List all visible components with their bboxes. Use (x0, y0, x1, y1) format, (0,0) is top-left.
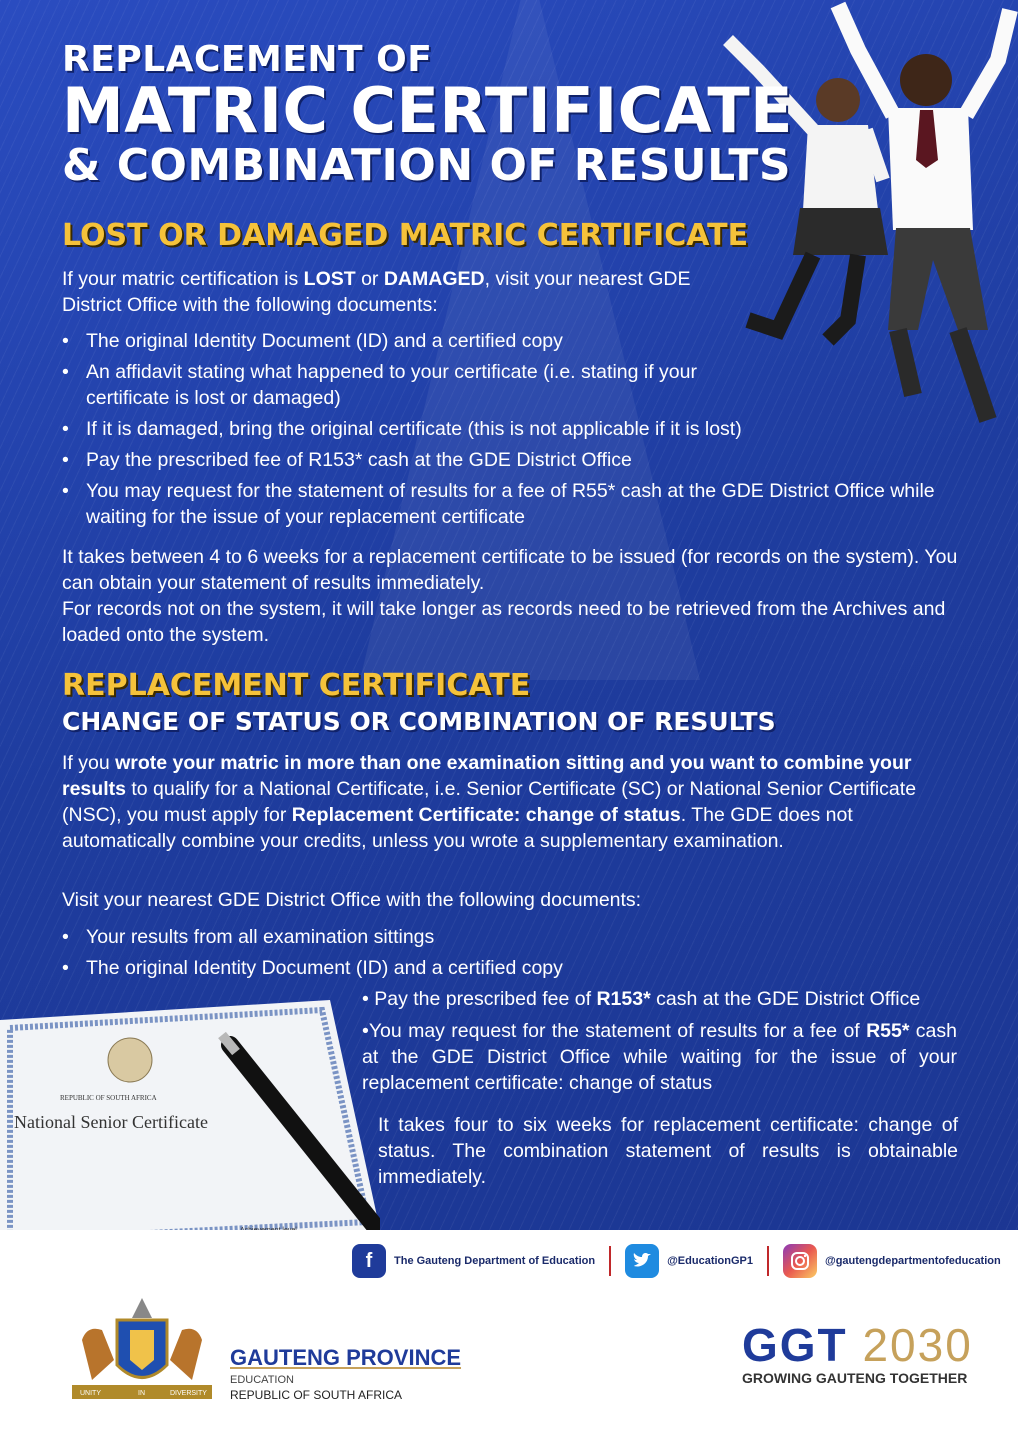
section-lost-damaged-para1: It takes between 4 to 6 weeks for a replacement certificate to be issued (for records on the system). You can obtain your statement of results immediately. (62, 546, 958, 594)
section-replacement-list (62, 924, 962, 986)
list-item: • You may request for the statement of results for a fee of R55* cash at the GDE District Office while waiting for the issue of your replacement certificate (62, 478, 962, 530)
main-heading (62, 39, 793, 191)
list-item: • If it is damaged, bring the original certificate (this is not applicable if it is lost) (62, 416, 962, 442)
section-lost-damaged-title: LOST OR DAMAGED MATRIC CERTIFICATE (62, 218, 749, 253)
crest-motto-mid: IN (138, 1390, 145, 1397)
instagram-link[interactable]: @gautengdepartmentofeducation (783, 1244, 1001, 1278)
crest-motto-left: UNITY (80, 1390, 101, 1397)
facebook-icon: f (352, 1244, 386, 1278)
section-replacement-fee-1: • Pay the prescribed fee of R153* cash at the GDE District Office (362, 988, 921, 1010)
republic-label: REPUBLIC OF SOUTH AFRICA (230, 1388, 403, 1402)
section-replacement-title: REPLACEMENT CERTIFICATE (62, 668, 531, 703)
crest-motto-right: DIVERSITY (170, 1390, 207, 1397)
divider (767, 1246, 769, 1276)
ggt-tagline: GROWING GAUTENG TOGETHER (742, 1370, 968, 1386)
ggt-letters: GGT (742, 1319, 848, 1371)
education-label: EDUCATION (230, 1374, 294, 1386)
list-item: • An affidavit stating what happened to your certificate (i.e. stating if your certificate is lost or damaged) (62, 359, 706, 411)
section-lost-damaged-para2: For records not on the system, it will take longer as records need to be retrieved from the Archives and loaded onto the system. (62, 598, 946, 646)
heading-line-2: MATRIC CERTIFICATE (62, 74, 793, 147)
twitter-link[interactable]: @EducationGP1 (625, 1244, 753, 1278)
section-replacement-para: If you wrote your matric in more than one examination sitting and you want to combine your results to qualify for a National Certificate, i.e. Senior Certificate (SC) or National Senior Certificate (NSC), you must apply for Replacement Certificate: change of status. The GDE does not automatically combine your credits, unless you wrote a supplementary examination. (62, 752, 917, 852)
facebook-link[interactable]: f The Gauteng Department of Education (352, 1244, 595, 1278)
list-item: • Your results from all examination sittings (62, 924, 962, 950)
certificate-image (0, 1000, 380, 1260)
divider (609, 1246, 611, 1276)
section-lost-damaged-intro: If your matric certification is LOST or DAMAGED, visit your nearest GDE District Office with the following documents: (62, 268, 691, 316)
list-item: • The original Identity Document (ID) and a certified copy (62, 328, 962, 354)
social-links (352, 1244, 1001, 1278)
section-replacement-visit: Visit your nearest GDE District Office with the following documents: (62, 889, 642, 911)
section-replacement-subtitle: CHANGE OF STATUS OR COMBINATION OF RESULTS (62, 707, 776, 736)
ggt-year: 2030 (862, 1319, 973, 1371)
ggt2030-logo (742, 1318, 973, 1372)
heading-line-3: & COMBINATION OF RESULTS (62, 140, 792, 191)
list-item: • Pay the prescribed fee of R153* cash at the GDE District Office (62, 447, 962, 473)
certificate-country: REPUBLIC OF SOUTH AFRICA (60, 1094, 157, 1102)
heading-line-1: REPLACEMENT OF (62, 39, 433, 80)
gauteng-province-title: GAUTENG PROVINCE (230, 1345, 462, 1370)
section-lost-damaged-list (62, 328, 962, 535)
certificate-title: National Senior Certificate (14, 1112, 208, 1132)
gauteng-coat-of-arms-icon (62, 1290, 222, 1410)
instagram-icon (783, 1244, 817, 1278)
section-replacement-fee-2: •You may request for the statement of results for a fee of R55* cash at the GDE District Office while waiting for the issue of your replacement certificate: change of status (362, 1020, 958, 1094)
twitter-icon (625, 1244, 659, 1278)
section-replacement-timing: It takes four to six weeks for replacement certificate: change of status. The combination statement of results is obtainable immediately. (378, 1114, 958, 1188)
list-item: • The original Identity Document (ID) and a certified copy (62, 955, 962, 981)
